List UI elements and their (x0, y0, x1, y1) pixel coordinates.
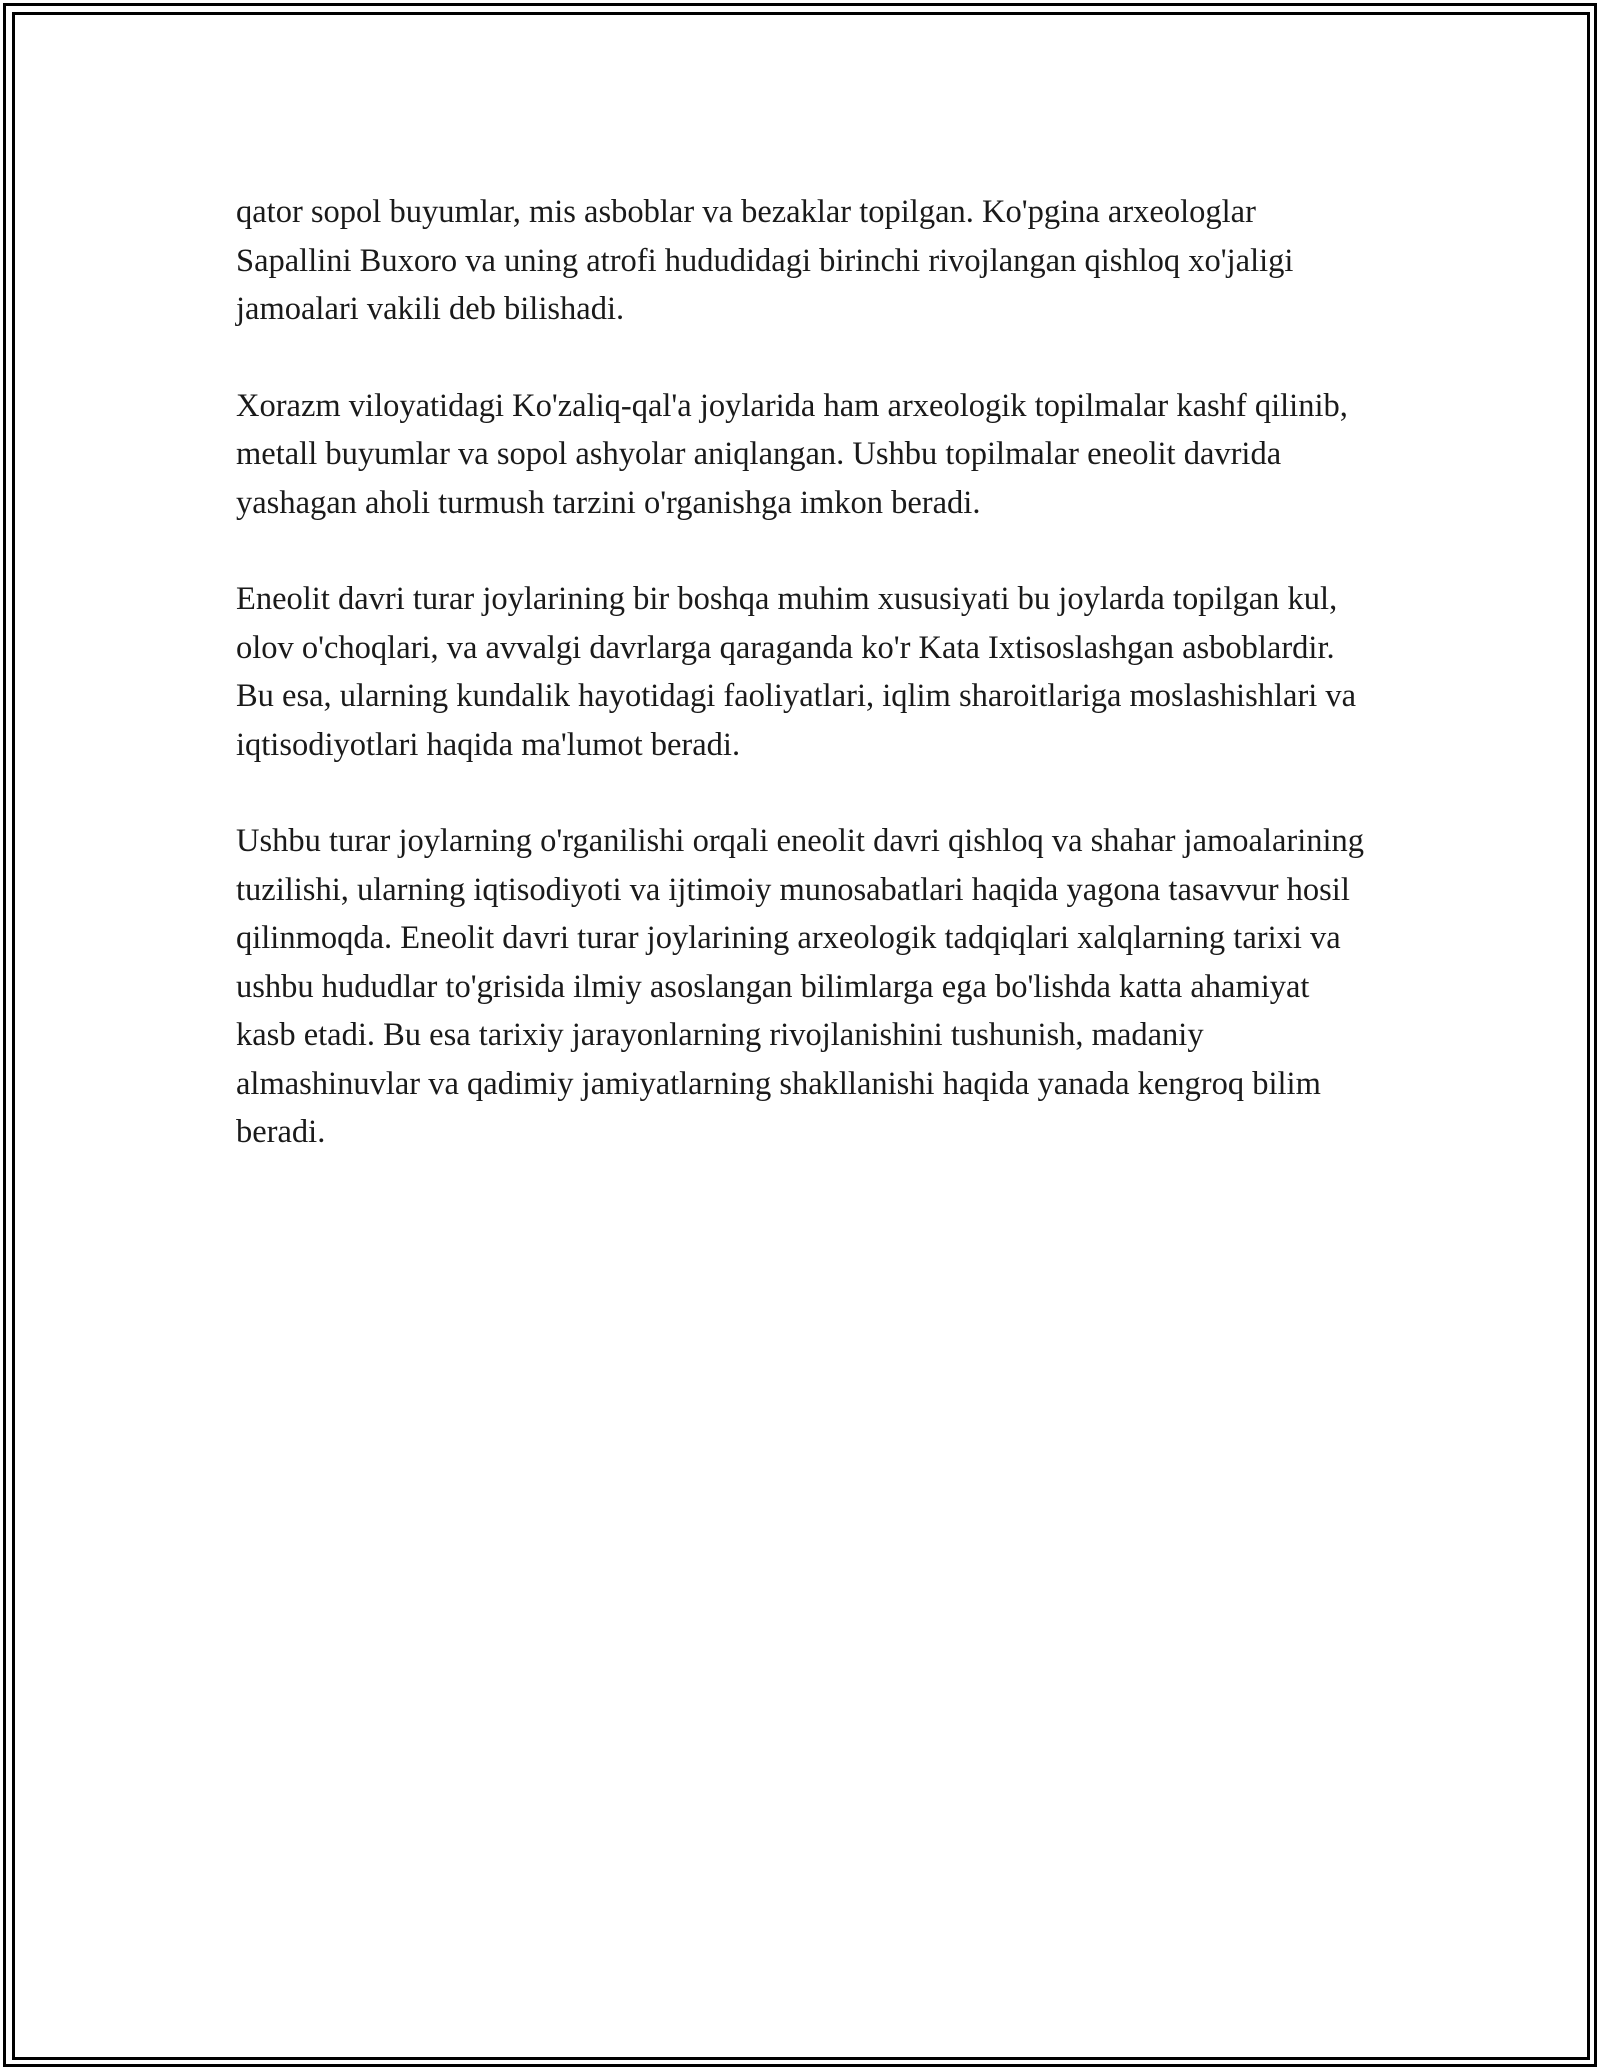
paragraph-4: Ushbu turar joylarning o'rganilishi orqali eneolit davri qishloq va shahar jamoalarining tuzilishi, ularning iqtisodiyoti va ijtimoiy munosabatlari haqida yagona tasavvur hosil qilinmoqda. Eneolit davri turar joylarining arxeologik tadqiqlari xalqlarning tarixi va ushbu hududlar to'grisida ilmiy asoslangan bilimlarga ega bo'lishda katta ahamiyat kasb etadi. Bu esa tarixiy jarayonlarning rivojlanishini tushunish, madaniy almashinuvlar va qadimiy jamiyatlarning shakllanishi haqida yanada kengroq bilim beradi. (236, 823, 1365, 1150)
paragraph-2: Xorazm viloyatidagi Ko'zaliq-qal'a joylarida ham arxeologik topilmalar kashf qilinib, metall buyumlar va sopol ashyolar aniqlangan. Ushbu topilmalar eneolit davrida yashagan aholi turmush tarzini o'rganishga imkon beradi. (236, 387, 1348, 521)
paragraph-3: Eneolit davri turar joylarining bir boshqa muhim xususiyati bu joylarda topilgan kul, olov o'choqlari, va avvalgi davrlarga qaraganda ko'r Kata Ixtisoslashgan asboblardir. Bu esa, ularning kundalik hayotidagi faoliyatlari, iqlim sharoitlariga moslashishlari va iqtisodiyotlari haqida ma'lumot beradi. (236, 581, 1357, 763)
paragraph-1: qator sopol buyumlar, mis asboblar va bezaklar topilgan. Ko'pgina arxeologlar Sapallini Buxoro va uning atrofi hududidagi birinchi rivojlangan qishloq xo'jaligi jamoalari vakili deb bilishadi. (236, 194, 1294, 327)
document-body (236, 188, 1376, 1205)
